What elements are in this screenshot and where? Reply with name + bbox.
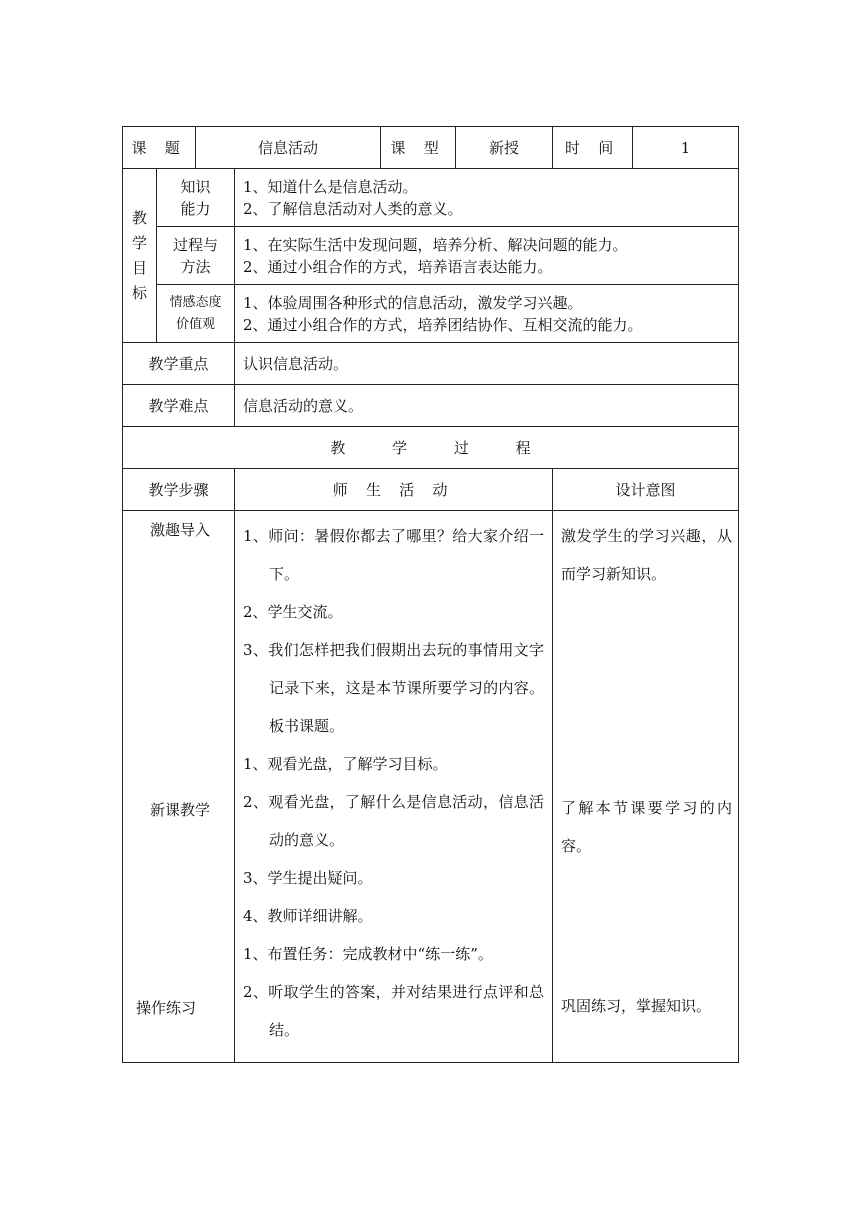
activity-item: 2、观看光盘，了解什么是信息活动，信息活动的意义。 [243, 793, 545, 849]
objectives-label [123, 169, 157, 343]
objective-item: 2、通过小组合作的方式，培养语言表达能力。 [243, 257, 553, 276]
objective-label-process [157, 227, 235, 285]
objective-items-attitude [235, 285, 739, 343]
objective-items-process [235, 227, 739, 285]
objective-item: 1、知道什么是信息活动。 [243, 177, 418, 196]
step-intent: 了解本节课要学习的内容。 [561, 799, 733, 855]
objectives-label-char: 学 [131, 233, 147, 252]
objective-label-line: 价值观 [175, 316, 215, 332]
objective-label-line: 能力 [180, 199, 211, 218]
objectives-label-char: 教 [131, 208, 147, 227]
activity-item: 2、听取学生的答案，并对结果进行点评和总结。 [243, 983, 545, 1039]
header-row [123, 127, 739, 169]
lesson-plan-table [122, 126, 739, 1063]
objective-label-line: 过程与 [172, 235, 218, 254]
objective-item: 1、在实际生活中发现问题，培养分析、解决问题的能力。 [243, 235, 628, 254]
objective-label-knowledge [157, 169, 235, 227]
activity-column-header: 师 生 活 动 [235, 469, 553, 511]
process-header-row [123, 469, 739, 511]
time-label: 时 间 [553, 127, 633, 169]
type-label: 课 型 [381, 127, 456, 169]
difficult-point-value: 信息活动的意义。 [235, 385, 739, 427]
intent-column-header: 设计意图 [553, 469, 739, 511]
step-column [123, 511, 235, 1063]
objectives-label-char: 标 [131, 283, 147, 302]
objective-row-attitude [123, 285, 739, 343]
objective-label-line: 方法 [180, 257, 211, 276]
step-column-header: 教学步骤 [123, 469, 235, 511]
time-value: 1 [633, 127, 739, 169]
objective-label-attitude [157, 285, 235, 343]
activity-item: 1、观看光盘，了解学习目标。 [243, 755, 448, 773]
activity-item: 3、学生提出疑问。 [243, 869, 373, 887]
process-title-row [123, 427, 739, 469]
objective-item: 2、通过小组合作的方式，培养团结协作、互相交流的能力。 [243, 315, 643, 334]
activity-item: 3、我们怎样把我们假期出去玩的事情用文字记录下来，这是本节课所要学习的内容。板书课题。 [243, 641, 545, 735]
process-body-row [123, 511, 739, 1063]
activity-column [235, 511, 553, 1063]
step-intent: 激发学生的学习兴趣，从而学习新知识。 [561, 527, 733, 583]
difficult-point-row [123, 385, 739, 427]
objective-item: 2、了解信息活动对人类的意义。 [243, 199, 463, 218]
difficult-point-label: 教学难点 [123, 385, 235, 427]
activity-item: 4、教师详细讲解。 [243, 907, 373, 925]
step-name: 激趣导入 [149, 521, 210, 539]
topic-value: 信息活动 [196, 127, 381, 169]
key-point-row [123, 343, 739, 385]
activity-item: 2、学生交流。 [243, 603, 343, 621]
intent-column [553, 511, 739, 1063]
activity-list [235, 511, 552, 1049]
objective-row-process [123, 227, 739, 285]
key-point-label: 教学重点 [123, 343, 235, 385]
objective-row-knowledge [123, 169, 739, 227]
topic-label: 课 题 [123, 127, 196, 169]
objective-label-line: 知识 [180, 177, 211, 196]
step-name: 新课教学 [149, 801, 210, 819]
activity-item: 1、布置任务：完成教材中“练一练”。 [243, 945, 493, 963]
step-intent: 巩固练习，掌握知识。 [561, 997, 712, 1015]
key-point-value: 认识信息活动。 [235, 343, 739, 385]
type-value: 新授 [456, 127, 553, 169]
step-name: 操作练习 [135, 999, 196, 1017]
activity-item: 1、师问：暑假你都去了哪里？给大家介绍一下。 [243, 527, 545, 583]
lesson-plan-sheet [122, 126, 738, 1063]
objectives-label-char: 目 [131, 258, 147, 277]
objective-items-knowledge [235, 169, 739, 227]
objective-label-line: 情感态度 [169, 294, 222, 310]
process-title: 教 学 过 程 [123, 427, 739, 469]
objective-item: 1、体验周围各种形式的信息活动，激发学习兴趣。 [243, 293, 583, 312]
